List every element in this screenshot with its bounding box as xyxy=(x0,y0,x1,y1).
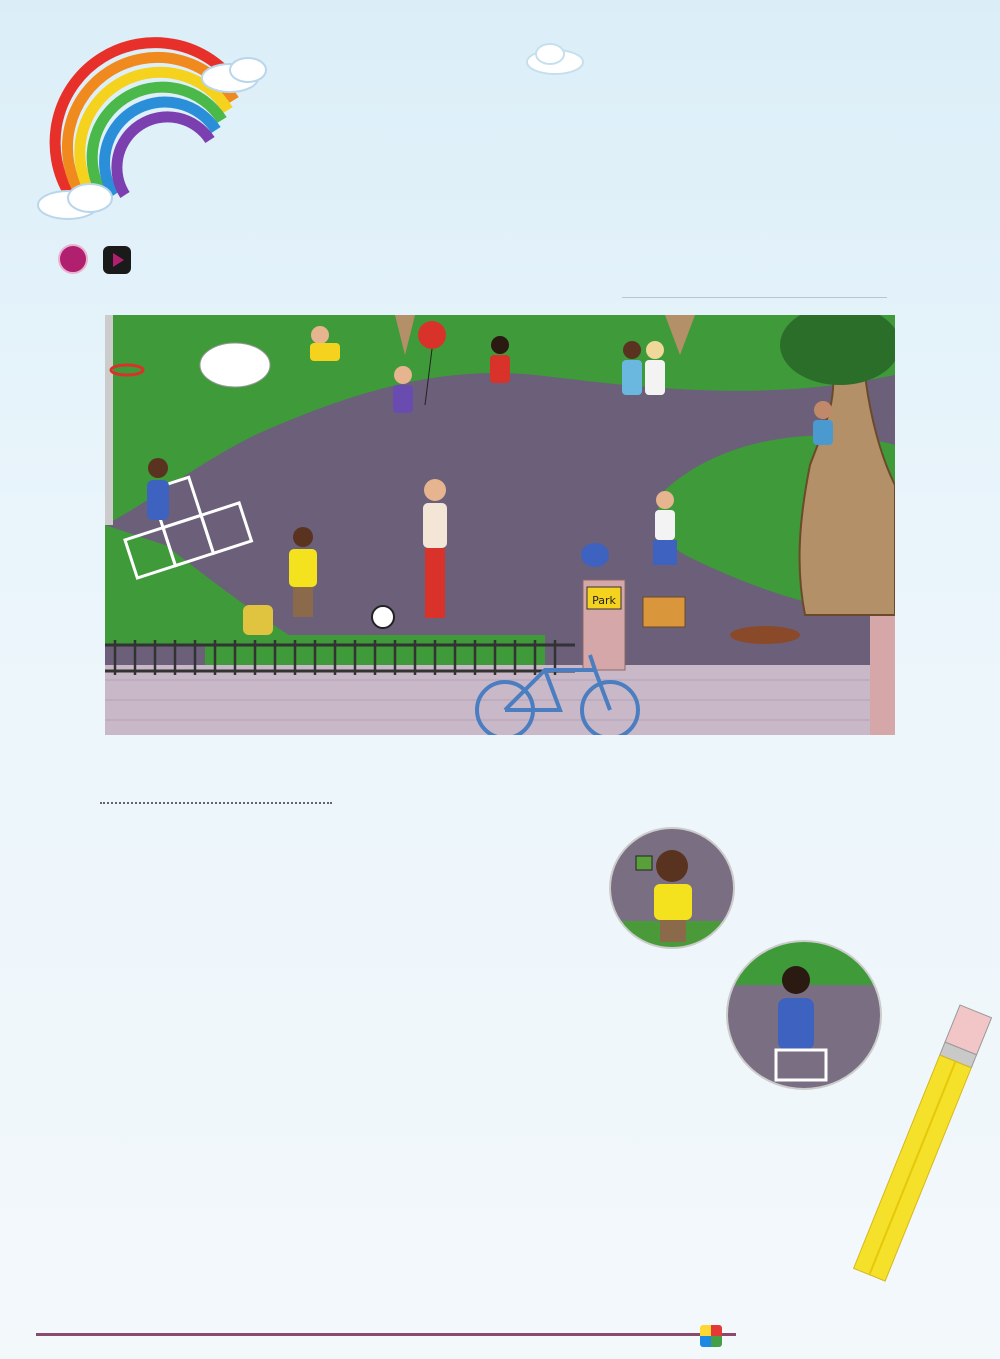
park-illustration xyxy=(105,315,895,735)
bottom-rule xyxy=(36,1333,736,1336)
answer-line xyxy=(622,297,887,298)
dotted-answer-line xyxy=(100,802,332,804)
liveworksheets-icon xyxy=(700,1325,722,1347)
play-audio-button[interactable] xyxy=(103,246,131,274)
unit-title-line2 xyxy=(448,140,462,208)
pencil-icon xyxy=(835,995,995,1325)
unit-title-were xyxy=(448,140,452,208)
park-sign: Park xyxy=(592,594,616,607)
rainbow-illustration xyxy=(30,30,270,230)
boy-jumping-picture xyxy=(608,826,736,950)
section-a-badge xyxy=(58,244,88,274)
liveworksheets-logo[interactable] xyxy=(700,1321,724,1351)
unit-title-moving xyxy=(458,142,461,208)
cloud-icon xyxy=(520,38,590,78)
